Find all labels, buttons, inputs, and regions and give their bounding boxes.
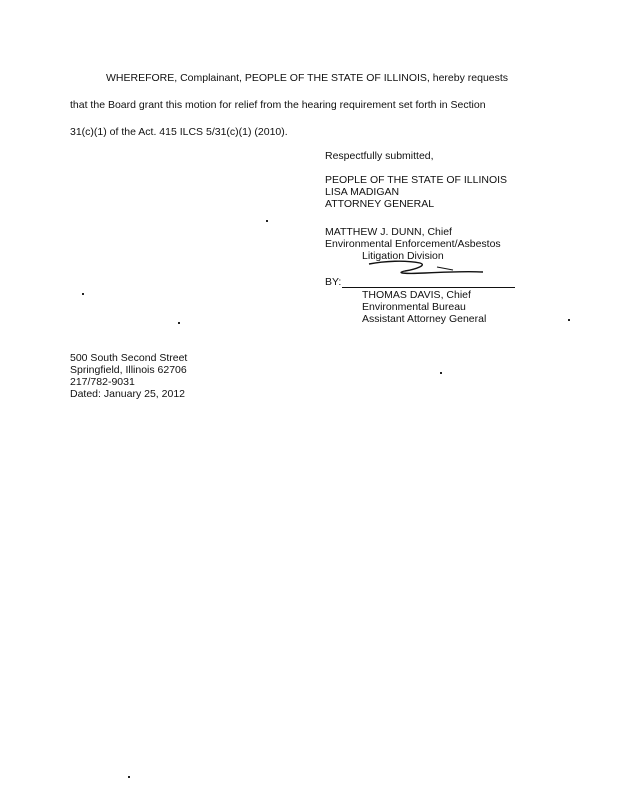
scan-speck (266, 220, 268, 222)
scan-speck (568, 319, 570, 321)
chief-name: MATTHEW J. DUNN, Chief (325, 226, 452, 238)
handwritten-signature (365, 258, 490, 280)
scan-speck (178, 322, 180, 324)
scan-speck (128, 776, 130, 778)
attorney-general-title: ATTORNEY GENERAL (325, 198, 435, 210)
signer-bureau: Environmental Bureau (362, 301, 466, 313)
address-phone: 217/782-9031 (70, 376, 135, 388)
signature-line (342, 287, 515, 288)
attorney-general-name: LISA MADIGAN (325, 186, 400, 198)
body-paragraph-line-3: 31(c)(1) of the Act. 415 ILCS 5/31(c)(1) (2010). (70, 126, 288, 138)
chief-division-line-1: Environmental Enforcement/Asbestos (325, 238, 501, 250)
party-name: PEOPLE OF THE STATE OF ILLINOIS (325, 174, 508, 186)
signer-title: Assistant Attorney General (362, 313, 487, 325)
body-paragraph-line-2: that the Board grant this motion for relief from the hearing requirement set forth in Section (70, 99, 486, 111)
closing-text: Respectfully submitted, (325, 150, 434, 162)
dated-line: Dated: January 25, 2012 (70, 388, 185, 400)
chief-division-line-2: Litigation Division (362, 250, 444, 262)
address-street: 500 South Second Street (70, 352, 188, 364)
scan-speck (440, 372, 442, 374)
body-paragraph-line-1: WHEREFORE, Complainant, PEOPLE OF THE STATE OF ILLINOIS, hereby requests (106, 72, 509, 84)
address-city: Springfield, Illinois 62706 (70, 364, 187, 376)
by-label: BY: (325, 276, 342, 288)
signer-name: THOMAS DAVIS, Chief (362, 289, 471, 301)
scan-speck (82, 293, 84, 295)
